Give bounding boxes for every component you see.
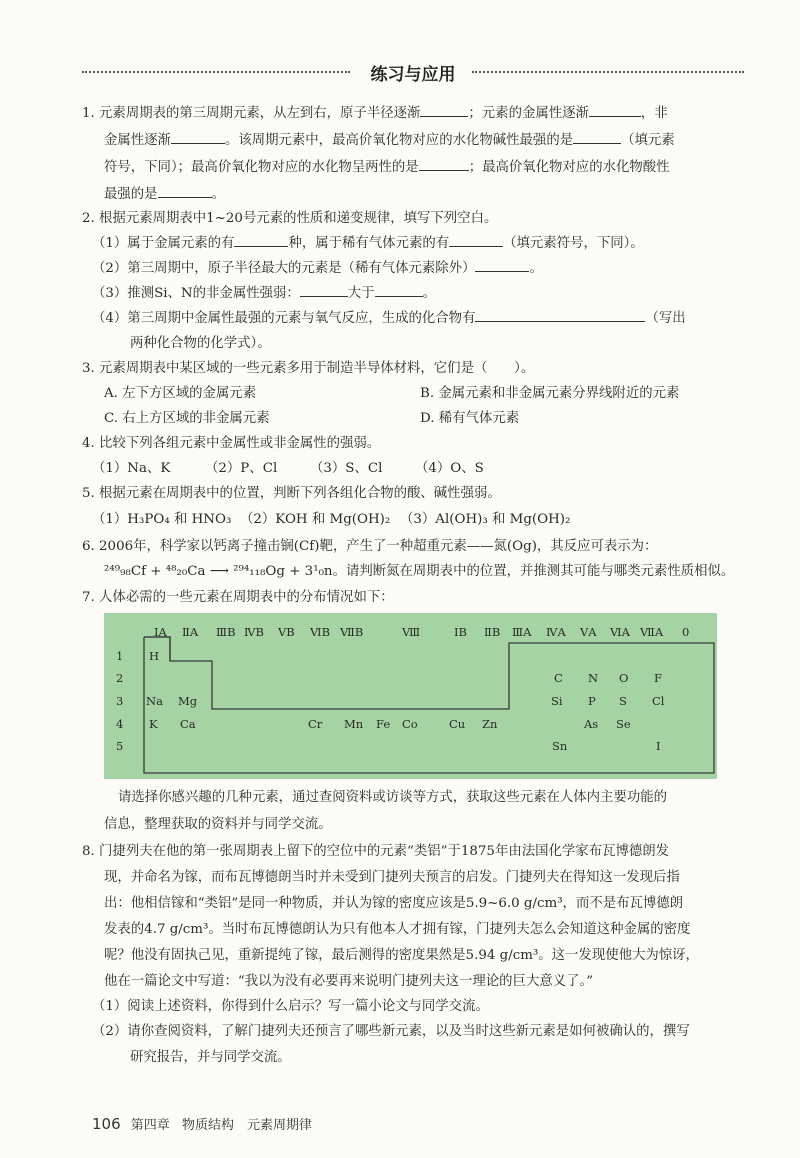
section-header [82, 60, 744, 86]
period-label: 3 [116, 694, 124, 708]
section-title: 练习与应用 [370, 65, 456, 85]
group-label: ⅢB [216, 625, 236, 639]
q3-option-b: B. 金属元素和非金属元素分界线附近的元素 [420, 386, 680, 401]
q2-sub2: （2）第三周期中，原子半径最大的元素是（稀有气体元素除外） 。 [92, 255, 543, 282]
q3-option-c: C. 右上方区域的非金属元素 [104, 411, 270, 426]
q5-stem: 5. 根据元素在周期表中的位置，判断下列各组化合物的酸、碱性强弱。 [82, 486, 501, 501]
group-label: ⅤB [278, 625, 295, 639]
element-symbol: K [149, 717, 158, 731]
q4-item2: （2）P、Cl [205, 461, 278, 476]
q2-sub1: （1）属于金属元素的有 种，属于稀有气体元素的有 （填元素符号，下同）。 [92, 230, 644, 257]
period-label: 1 [116, 649, 124, 663]
q1-line4: 最强的是 。 [104, 181, 225, 208]
q2-stem: 2. 根据元素周期表中1~20号元素的性质和递变规律，填写下列空白。 [82, 211, 498, 226]
q5-item1: （1）H₃PO₄ 和 HNO₃ [92, 512, 232, 527]
page-number: 106 [92, 1115, 121, 1133]
q2-sub4-cont: 两种化合物的化学式）。 [130, 336, 271, 351]
element-symbol: As [584, 717, 599, 731]
element-symbol: Mg [178, 694, 198, 708]
q8-sub2-cont: 研究报告，并与同学交流。 [130, 1050, 291, 1065]
q8-line2: 现，并命名为镓，而布瓦博德朗当时并未受到门捷列夫预言的启发。门捷列夫在得知这一发现后指 [104, 870, 680, 885]
q6-equation: ²⁴⁹₉₈Cf + ⁴⁸₂₀Ca ⟶ ²⁹⁴₁₁₈Og + 3¹₀n。 [104, 564, 346, 579]
q3-stem: 3. 元素周期表中某区域的一些元素多用于制造半导体材料，它们是（ ）。 [82, 361, 535, 376]
group-label: ⅡB [484, 625, 501, 639]
q4-stem: 4. 比较下列各组元素中金属性或非金属性的强弱。 [82, 436, 381, 451]
element-symbol: Cu [449, 717, 466, 731]
group-label: ⅠA [154, 625, 167, 639]
q8-line3: 出：他相信镓和“类铝”是同一种物质，并认为镓的密度应该是5.9~6.0 g/cm³，而不是布瓦博德朗 [104, 896, 684, 911]
group-label: ⅠB [454, 625, 467, 639]
q5-item2: （2）KOH 和 Mg(OH)₂ [240, 512, 391, 527]
q8-sub2: （2）请你查阅资料，了解门捷列夫还预言了哪些新元素，以及当时这些新元素是如何被确认的，撰写 [92, 1024, 690, 1039]
element-symbol: C [554, 671, 563, 685]
group-label: ⅣA [546, 625, 566, 639]
element-symbol: Cr [308, 717, 323, 731]
q7-after-line1: 请选择你感兴趣的几种元素，通过查阅资料或访谈等方式，获取这些元素在人体内主要功能的 [118, 790, 668, 805]
element-symbol: N [588, 671, 599, 685]
element-symbol: Se [616, 717, 631, 731]
period-label: 5 [116, 739, 124, 753]
q2-sub3: （3）推测Si、N的非金属性强弱： 大于 。 [92, 280, 436, 307]
group-label: ⅦB [340, 625, 364, 639]
element-symbol: Na [146, 694, 163, 708]
element-symbol: F [654, 671, 662, 685]
group-label: Ⅷ [402, 625, 421, 639]
element-symbol: Fe [376, 717, 391, 731]
group-label: ⅢA [512, 625, 532, 639]
element-symbol: Cl [652, 694, 665, 708]
period-label: 4 [116, 717, 124, 731]
group-label: ⅥA [610, 625, 630, 639]
group-label: ⅣB [244, 625, 264, 639]
element-symbol: S [619, 694, 627, 708]
q6-line2: ²⁴⁹₉₈Cf + ⁴⁸₂₀Ca ⟶ ²⁹⁴₁₁₈Og + 3¹₀n。请判断氮在周期表中的位置，并推测其可能与哪类元素性质相似。 [104, 564, 735, 579]
q3-option-d: D. 稀有气体元素 [420, 411, 520, 426]
element-symbol: H [149, 649, 160, 663]
header-dots-right [472, 71, 744, 73]
q8-line6: 他在一篇论文中写道：“我以为没有必要再来说明门捷列夫这一理论的巨大意义了。” [104, 974, 594, 989]
q8-line5: 呢？他没有固执己见，重新提纯了镓，最后测得的密度果然是5.94 g/cm³。这一发现使他大为惊讶， [104, 948, 699, 963]
q6-line1: 6. 2006年，科学家以钙离子撞击锎(Cf)靶，产生了一种超重元素——氮(Og)，其反应可表示为： [82, 539, 658, 554]
group-label: ⅥB [310, 625, 331, 639]
q7-after-line2: 信息，整理获取的资料并与同学交流。 [104, 817, 332, 832]
q1-line3: 符号，下同）；最高价氧化物对应的水化物呈两性的是 ；最高价氧化物对应的水化物酸性 [104, 154, 670, 181]
element-symbol: Mn [344, 717, 364, 731]
q8-sub1: （1）阅读上述资料，你得到什么启示？写一篇小论文与同学交流。 [92, 999, 489, 1014]
periodic-table-figure [104, 613, 717, 779]
q1-line2: 金属性逐渐 。该周期元素中，最高价氧化物对应的水化物碱性最强的是 （填元素 [104, 127, 675, 154]
page-footer [92, 1114, 312, 1133]
group-label: ⅤA [580, 625, 597, 639]
chapter-label: 第四章 [130, 1118, 170, 1133]
element-symbol: Ca [180, 717, 196, 731]
q8-line4: 发表的4.7 g/cm³。当时布瓦博德朗认为只有他本人才拥有镓，门捷列夫怎么会知道这种金属的密度 [104, 922, 691, 937]
element-symbol: Si [551, 694, 563, 708]
period-label: 2 [116, 671, 124, 685]
q7-stem: 7. 人体必需的一些元素在周期表中的分布情况如下： [82, 590, 394, 605]
q4-item1: （1）Na、K [92, 461, 171, 476]
element-symbol: Co [402, 717, 418, 731]
group-label: ⅦA [640, 625, 664, 639]
element-symbol: I [656, 739, 661, 753]
q8-line1: 8. 门捷列夫在他的第一张周期表上留下的空位中的元素“类铝”于1875年由法国化学家布瓦博德朗发 [82, 844, 670, 859]
element-symbol: Sn [552, 739, 568, 753]
element-symbol: O [619, 671, 629, 685]
q4-item4: （4）O、S [415, 461, 484, 476]
q5-item3: （3）Al(OH)₃ 和 Mg(OH)₂ [400, 512, 571, 527]
q1-line1: 1. 元素周期表的第三周期元素，从左到右，原子半径逐渐 ；元素的金属性逐渐 ，非 [82, 100, 668, 127]
section-label: 物质结构 元素周期律 [181, 1118, 312, 1133]
q3-option-a: A. 左下方区域的金属元素 [104, 386, 257, 401]
element-symbol: Zn [482, 717, 498, 731]
q4-item3: （3）S、Cl [310, 461, 383, 476]
element-symbol: P [588, 694, 596, 708]
q2-sub4: （4）第三周期中金属性最强的元素与氧气反应，生成的化合物有 （写出 [92, 305, 686, 332]
group-label: ⅡA [182, 625, 199, 639]
header-dots-left [82, 71, 350, 73]
group-label: 0 [682, 625, 690, 639]
